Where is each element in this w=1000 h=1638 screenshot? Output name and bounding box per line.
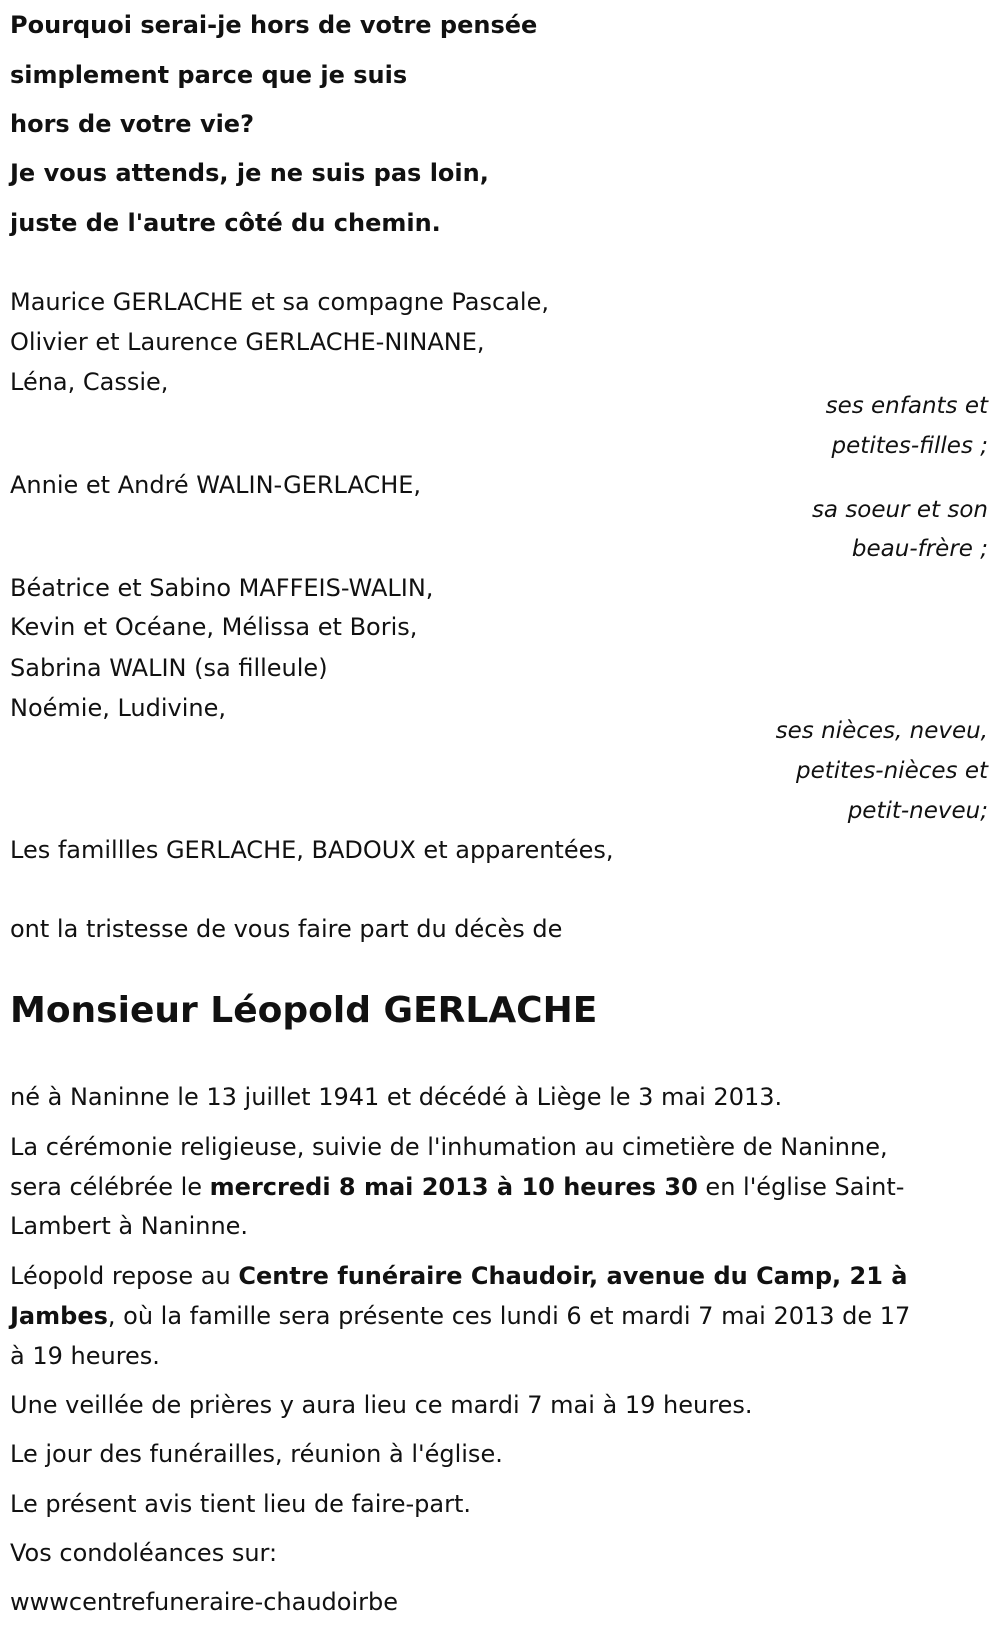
family-line: Noémie, Ludivine, bbox=[10, 694, 227, 722]
family-line: Les famillles GERLACHE, BADOUX et apparentées, bbox=[10, 836, 614, 864]
announcement: ont la tristesse de vous faire part du décès de bbox=[10, 915, 563, 943]
deceased-name: Monsieur Léopold GERLACHE bbox=[10, 990, 598, 1031]
family-line: Maurice GERLACHE et sa compagne Pascale, bbox=[10, 288, 549, 316]
vigil: Une veillée de prières y aura lieu ce mardi 7 mai à 19 heures. bbox=[10, 1391, 753, 1419]
family-role: petit-neveu; bbox=[847, 798, 988, 824]
rest-line bbox=[10, 1296, 910, 1336]
funeral-home: Centre funéraire Chaudoir, avenue du Camp, 21 à bbox=[238, 1262, 908, 1290]
funeral-day: Le jour des funérailles, réunion à l'église. bbox=[10, 1440, 503, 1468]
text: , où la famille sera présente ces lundi 6 et mardi 7 mai 2013 de 17 bbox=[107, 1302, 911, 1330]
family-line: Sabrina WALIN (sa filleule) bbox=[10, 654, 328, 682]
birth-death: né à Naninne le 13 juillet 1941 et décédé à Liège le 3 mai 2013. bbox=[10, 1083, 783, 1111]
rest-line: à 19 heures. bbox=[10, 1342, 160, 1370]
ceremony-line: Lambert à Naninne. bbox=[10, 1212, 249, 1240]
ceremony-line: La cérémonie religieuse, suivie de l'inhumation au cimetière de Naninne, bbox=[10, 1133, 888, 1161]
family-role: ses nièces, neveu, bbox=[775, 718, 988, 744]
ceremony-line bbox=[10, 1167, 904, 1207]
family-role: sa soeur et son bbox=[811, 497, 988, 523]
website: wwwcentrefuneraire-chaudoirbe bbox=[10, 1588, 398, 1616]
funeral-home-city: Jambes bbox=[10, 1302, 108, 1330]
ceremony-date: mercredi 8 mai 2013 à 10 heures 30 bbox=[209, 1173, 698, 1201]
poem-line: hors de votre vie? bbox=[10, 110, 255, 138]
poem-line: simplement parce que je suis bbox=[10, 61, 408, 89]
family-line: Kevin et Océane, Mélissa et Boris, bbox=[10, 613, 418, 641]
condolences-label: Vos condoléances sur: bbox=[10, 1539, 278, 1567]
text: en l'église Saint- bbox=[697, 1173, 905, 1201]
family-line: Annie et André WALIN-GERLACHE, bbox=[10, 471, 422, 499]
family-role: petites-nièces et bbox=[796, 758, 988, 784]
notice: Le présent avis tient lieu de faire-part. bbox=[10, 1490, 472, 1518]
family-role: ses enfants et bbox=[825, 393, 988, 419]
family-role: beau-frère ; bbox=[851, 536, 988, 562]
poem-line: Pourquoi serai-je hors de votre pensée bbox=[10, 11, 538, 39]
family-role: petites-filles ; bbox=[831, 433, 988, 459]
family-line: Olivier et Laurence GERLACHE-NINANE, bbox=[10, 328, 485, 356]
poem-line: Je vous attends, je ne suis pas loin, bbox=[10, 159, 489, 187]
family-line: Béatrice et Sabino MAFFEIS-WALIN, bbox=[10, 574, 434, 602]
rest-line bbox=[10, 1256, 907, 1296]
poem-line: juste de l'autre côté du chemin. bbox=[10, 209, 441, 237]
text: sera célébrée le bbox=[10, 1173, 210, 1201]
family-line: Léna, Cassie, bbox=[10, 368, 169, 396]
text: Léopold repose au bbox=[10, 1262, 239, 1290]
